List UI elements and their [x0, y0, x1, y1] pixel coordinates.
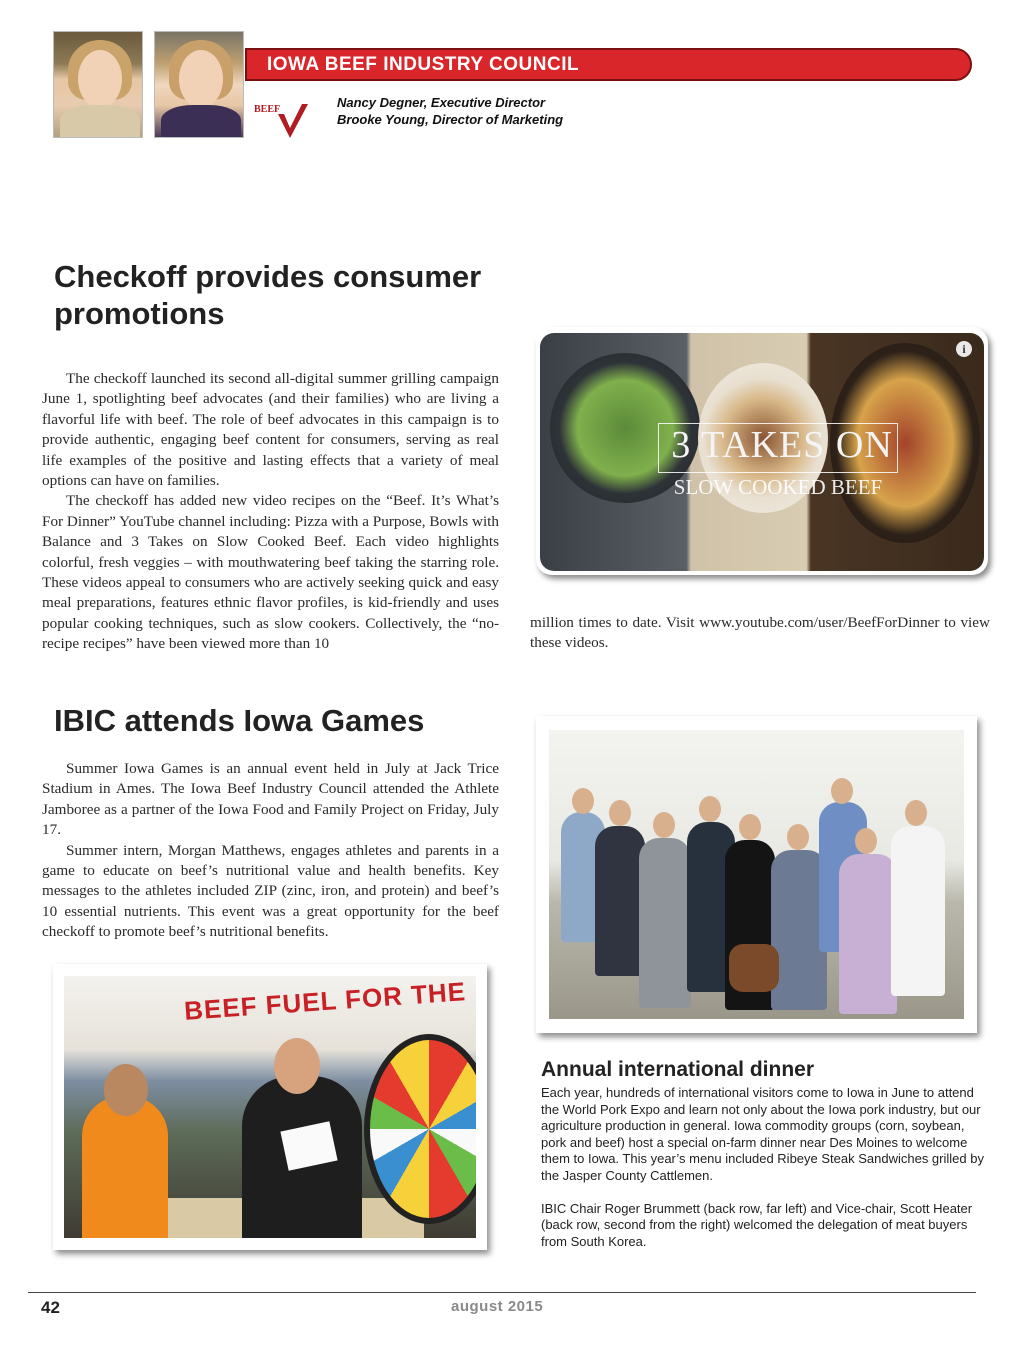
- international-delegation-photo: [536, 716, 977, 1033]
- article-body-iowa-games: [42, 759, 499, 943]
- paragraph: million times to date. Visit www.youtube.com/user/BeefForDinner to view these videos.: [530, 614, 990, 652]
- photo-caption: IBIC Chair Roger Brummett (back row, far left) and Vice-chair, Scott Heater (back row, second from the right) welcomed the delegation of meat buyers from South Korea.: [541, 1200, 973, 1249]
- athlete-figure: [82, 1096, 168, 1238]
- iowa-games-booth-photo: [53, 964, 487, 1250]
- beef-logo-icon: [254, 98, 310, 140]
- overlay-title: 3 TAKES ON: [671, 424, 893, 466]
- article-title-international-dinner: Annual international dinner: [541, 1058, 815, 1081]
- paragraph: Summer Iowa Games is an annual event held in July at Jack Trice Stadium in Ames. The Iowa Beef Industry Council attended the Athlete Jamboree as a partner of the Iowa Food and Family Project on Friday, July 17.: [42, 760, 499, 839]
- page-number: 42: [41, 1298, 60, 1317]
- issue-date: august 2015: [451, 1298, 544, 1315]
- beef-logo-text: BEEF: [254, 104, 281, 115]
- info-icon[interactable]: i: [956, 341, 972, 357]
- article-body-checkoff: [42, 369, 499, 655]
- portrait-brooke-young: [154, 31, 244, 138]
- portrait-nancy-degner: [53, 31, 143, 138]
- paragraph: The checkoff launched its second all-digital summer grilling campaign June 1, spotlighting beef advocates (and their families) who are living a flavorful life with beef. The role of beef advocates in this campaign is to provide authentic, engaging beef content for consumers, serving as real life examples of the positive and lasting effects that a variety of meal options can have on families.: [42, 370, 499, 490]
- prize-wheel-icon: [364, 1034, 476, 1224]
- paragraph: The checkoff has added new video recipes on the “Beef. It’s What’s For Dinner” YouTube channel including: Pizza with a Purpose, Bowls with Balance and 3 Takes on Slow Cooked Beef. Each video highlights colorful, fresh veggies – with mouthwatering beef taking the starring role. These videos appeal to consumers who are actively seeking quick and easy meal preparations, features ethnic flavor profiles, is kid-friendly and uses popular cooking techniques, such as slow cookers. Collectively, the “no-recipe recipes” have been viewed more than 10: [42, 492, 499, 653]
- council-name: IOWA BEEF INDUSTRY COUNCIL: [267, 54, 580, 75]
- paragraph: Each year, hundreds of international visitors come to Iowa in June to attend the World Pork Expo and learn not only about the Iowa pork industry, but our agriculture production in general. Iowa commodity groups (corn, soybean, pork and beef) host a special on-farm dinner near Des Moines to welcome them to Iowa. This year’s menu included Ribeye Steak Sandwiches grilled by the Jasper County Cattlemen.: [541, 1085, 984, 1183]
- footer-divider: [28, 1292, 976, 1293]
- paragraph: Summer intern, Morgan Matthews, engages athletes and parents in a game to educate on beef’s nutritional value and health benefits. Key messages to the athletes included ZIP (zinc, iron, and protein) and beef’s 10 essential nutrients. This event was a great opportunity for the beef checkoff to promote beef’s nutritional benefits.: [42, 841, 499, 941]
- article-body-checkoff-continued: [530, 613, 990, 654]
- staff-director-of-marketing: Brooke Young, Director of Marketing: [337, 112, 564, 127]
- staff-executive-director: Nancy Degner, Executive Director: [337, 95, 546, 110]
- article-title-checkoff: Checkoff provides consumer promotions: [54, 259, 482, 332]
- overlay-subtitle: SLOW COOKED BEEF: [673, 475, 883, 499]
- slow-cooked-beef-photo: [536, 327, 988, 575]
- article-title-iowa-games: IBIC attends Iowa Games: [54, 703, 425, 738]
- article-body-international-dinner: [541, 1085, 992, 1250]
- council-banner: [245, 48, 972, 81]
- tent-banner-text: BEEF FUEL FOR THE: [183, 976, 467, 1026]
